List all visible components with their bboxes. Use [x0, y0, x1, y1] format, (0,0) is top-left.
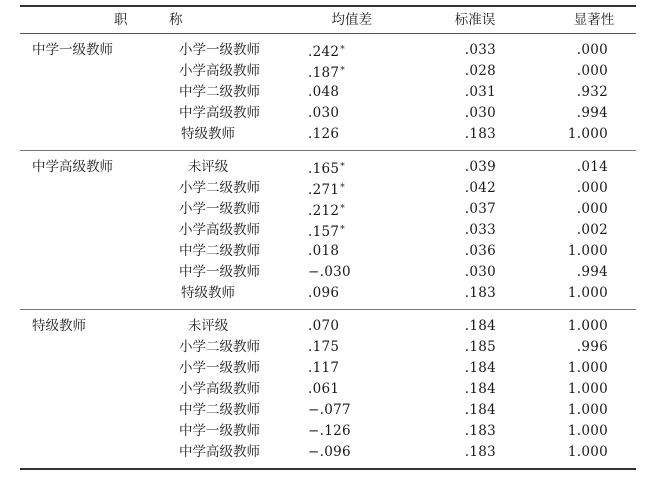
std-error-cell: .039 — [464, 159, 496, 175]
mean-diff-value: .242 — [308, 44, 340, 60]
significance-cell: .002 — [576, 222, 608, 238]
std-error-cell: .183 — [464, 285, 496, 301]
std-error-cell: .036 — [464, 243, 496, 259]
significance-cell: .000 — [576, 180, 608, 196]
mean-diff-cell — [308, 220, 372, 243]
std-error-cell: .030 — [464, 105, 496, 121]
row-group — [20, 34, 636, 150]
significance-cell: 1.000 — [567, 243, 608, 259]
table-row — [20, 61, 636, 82]
mean-diff-value: .271 — [308, 182, 340, 198]
std-error-cell: .184 — [464, 402, 496, 418]
table-row — [20, 379, 636, 400]
mean-diff-cell — [308, 337, 372, 358]
mean-diff-value: .061 — [308, 381, 340, 397]
std-error-cell: .184 — [464, 381, 496, 397]
row-group — [20, 151, 636, 309]
comparison-cell: 小学高级教师 — [179, 222, 260, 238]
mean-diff-value: .126 — [308, 126, 340, 142]
header-significance: 显著性 — [573, 12, 615, 28]
significance-cell: 1.000 — [567, 285, 608, 301]
comparison-cell: 小学高级教师 — [179, 381, 260, 397]
significance-star: * — [340, 183, 346, 193]
significance-cell: .000 — [576, 42, 608, 58]
significance-cell: 1.000 — [567, 402, 608, 418]
comparison-cell: 中学二级教师 — [179, 243, 260, 259]
std-error-cell: .033 — [464, 222, 496, 238]
mean-diff-cell — [308, 124, 372, 145]
table-row — [20, 262, 636, 283]
std-error-cell: .028 — [464, 63, 496, 79]
group-label: 中学高级教师 — [32, 159, 113, 175]
mean-diff-value: −.077 — [308, 402, 351, 418]
table-row — [20, 337, 636, 358]
significance-cell: 1.000 — [567, 444, 608, 460]
mean-diff-value: −.030 — [308, 264, 351, 280]
std-error-cell: .185 — [464, 339, 496, 355]
mean-diff-value: .117 — [308, 360, 340, 376]
significance-star: * — [340, 45, 346, 55]
group-label: 特级教师 — [32, 318, 86, 334]
comparison-cell: 未评级 — [187, 318, 229, 334]
std-error-cell: .033 — [464, 42, 496, 58]
std-error-cell: .183 — [464, 126, 496, 142]
significance-cell: .932 — [576, 84, 608, 100]
significance-star: * — [340, 66, 346, 76]
table-row — [20, 103, 636, 124]
comparison-cell: 中学一级教师 — [179, 423, 260, 439]
table-bottom-rule — [20, 468, 636, 470]
table-row — [20, 199, 636, 220]
table-row — [20, 283, 636, 304]
table-row — [20, 178, 636, 199]
significance-star: * — [340, 162, 346, 172]
table-row — [20, 241, 636, 262]
std-error-cell: .031 — [464, 84, 496, 100]
significance-cell: 1.000 — [567, 423, 608, 439]
mean-diff-cell — [308, 40, 372, 63]
group-label: 中学一级教师 — [32, 42, 113, 58]
std-error-cell: .030 — [464, 264, 496, 280]
comparison-cell: 小学二级教师 — [179, 180, 260, 196]
comparison-table — [20, 5, 636, 470]
comparison-cell: 小学一级教师 — [179, 201, 260, 217]
table-row — [20, 316, 636, 337]
significance-cell: 1.000 — [567, 126, 608, 142]
significance-cell: 1.000 — [567, 360, 608, 376]
mean-diff-cell — [308, 283, 372, 304]
comparison-cell: 中学二级教师 — [179, 84, 260, 100]
significance-cell: .994 — [576, 105, 608, 121]
significance-cell: .000 — [576, 63, 608, 79]
mean-diff-value: .030 — [308, 105, 340, 121]
mean-diff-cell — [308, 358, 372, 379]
comparison-cell: 小学高级教师 — [179, 63, 260, 79]
significance-cell: .014 — [576, 159, 608, 175]
std-error-cell: .183 — [464, 423, 496, 439]
mean-diff-value: .175 — [308, 339, 340, 355]
std-error-cell: .037 — [464, 201, 496, 217]
comparison-cell: 中学高级教师 — [179, 444, 260, 460]
table-row — [20, 124, 636, 145]
mean-diff-cell — [308, 421, 372, 442]
mean-diff-cell — [308, 61, 372, 84]
comparison-cell: 小学一级教师 — [179, 42, 260, 58]
table-header — [20, 7, 636, 33]
mean-diff-value: .070 — [308, 318, 340, 334]
comparison-cell: 小学一级教师 — [179, 360, 260, 376]
comparison-cell: 中学一级教师 — [179, 264, 260, 280]
comparison-cell: 中学高级教师 — [179, 105, 260, 121]
mean-diff-cell — [308, 442, 372, 463]
significance-cell: 1.000 — [567, 381, 608, 397]
mean-diff-cell — [308, 241, 372, 262]
mean-diff-cell — [308, 82, 372, 103]
mean-diff-cell — [308, 103, 372, 124]
mean-diff-value: .018 — [308, 243, 340, 259]
mean-diff-value: .096 — [308, 285, 340, 301]
table-row — [20, 358, 636, 379]
header-title: 职 称 — [114, 12, 197, 28]
mean-diff-cell — [308, 262, 372, 283]
table-row — [20, 421, 636, 442]
mean-diff-value: −.126 — [308, 423, 351, 439]
comparison-cell: 小学二级教师 — [179, 339, 260, 355]
mean-diff-cell — [308, 199, 372, 222]
std-error-cell: .183 — [464, 444, 496, 460]
significance-cell: .000 — [576, 201, 608, 217]
significance-cell: 1.000 — [567, 318, 608, 334]
significance-star: * — [340, 204, 346, 214]
table-body — [20, 34, 636, 468]
header-std-error: 标准误 — [454, 12, 496, 28]
comparison-cell: 特级教师 — [181, 285, 235, 301]
table-row — [20, 157, 636, 178]
mean-diff-cell — [308, 379, 372, 400]
table-row — [20, 442, 636, 463]
mean-diff-value: .157 — [308, 224, 340, 240]
comparison-cell: 中学二级教师 — [179, 402, 260, 418]
significance-star: * — [340, 225, 346, 235]
row-group — [20, 310, 636, 468]
mean-diff-value: .165 — [308, 161, 340, 177]
table-row — [20, 40, 636, 61]
mean-diff-value: .048 — [308, 84, 340, 100]
mean-diff-value: −.096 — [308, 444, 351, 460]
table-row — [20, 82, 636, 103]
comparison-cell: 特级教师 — [181, 126, 235, 142]
std-error-cell: .042 — [464, 180, 496, 196]
comparison-cell: 未评级 — [187, 159, 229, 175]
std-error-cell: .184 — [464, 318, 496, 334]
mean-diff-cell — [308, 400, 372, 421]
table-row — [20, 220, 636, 241]
mean-diff-value: .187 — [308, 65, 340, 81]
std-error-cell: .184 — [464, 360, 496, 376]
mean-diff-cell — [308, 316, 372, 337]
header-mean-diff: 均值差 — [331, 12, 372, 28]
significance-cell: .996 — [576, 339, 608, 355]
table-row — [20, 400, 636, 421]
mean-diff-cell — [308, 157, 372, 180]
significance-cell: .994 — [576, 264, 608, 280]
mean-diff-cell — [308, 178, 372, 201]
mean-diff-value: .212 — [308, 203, 340, 219]
